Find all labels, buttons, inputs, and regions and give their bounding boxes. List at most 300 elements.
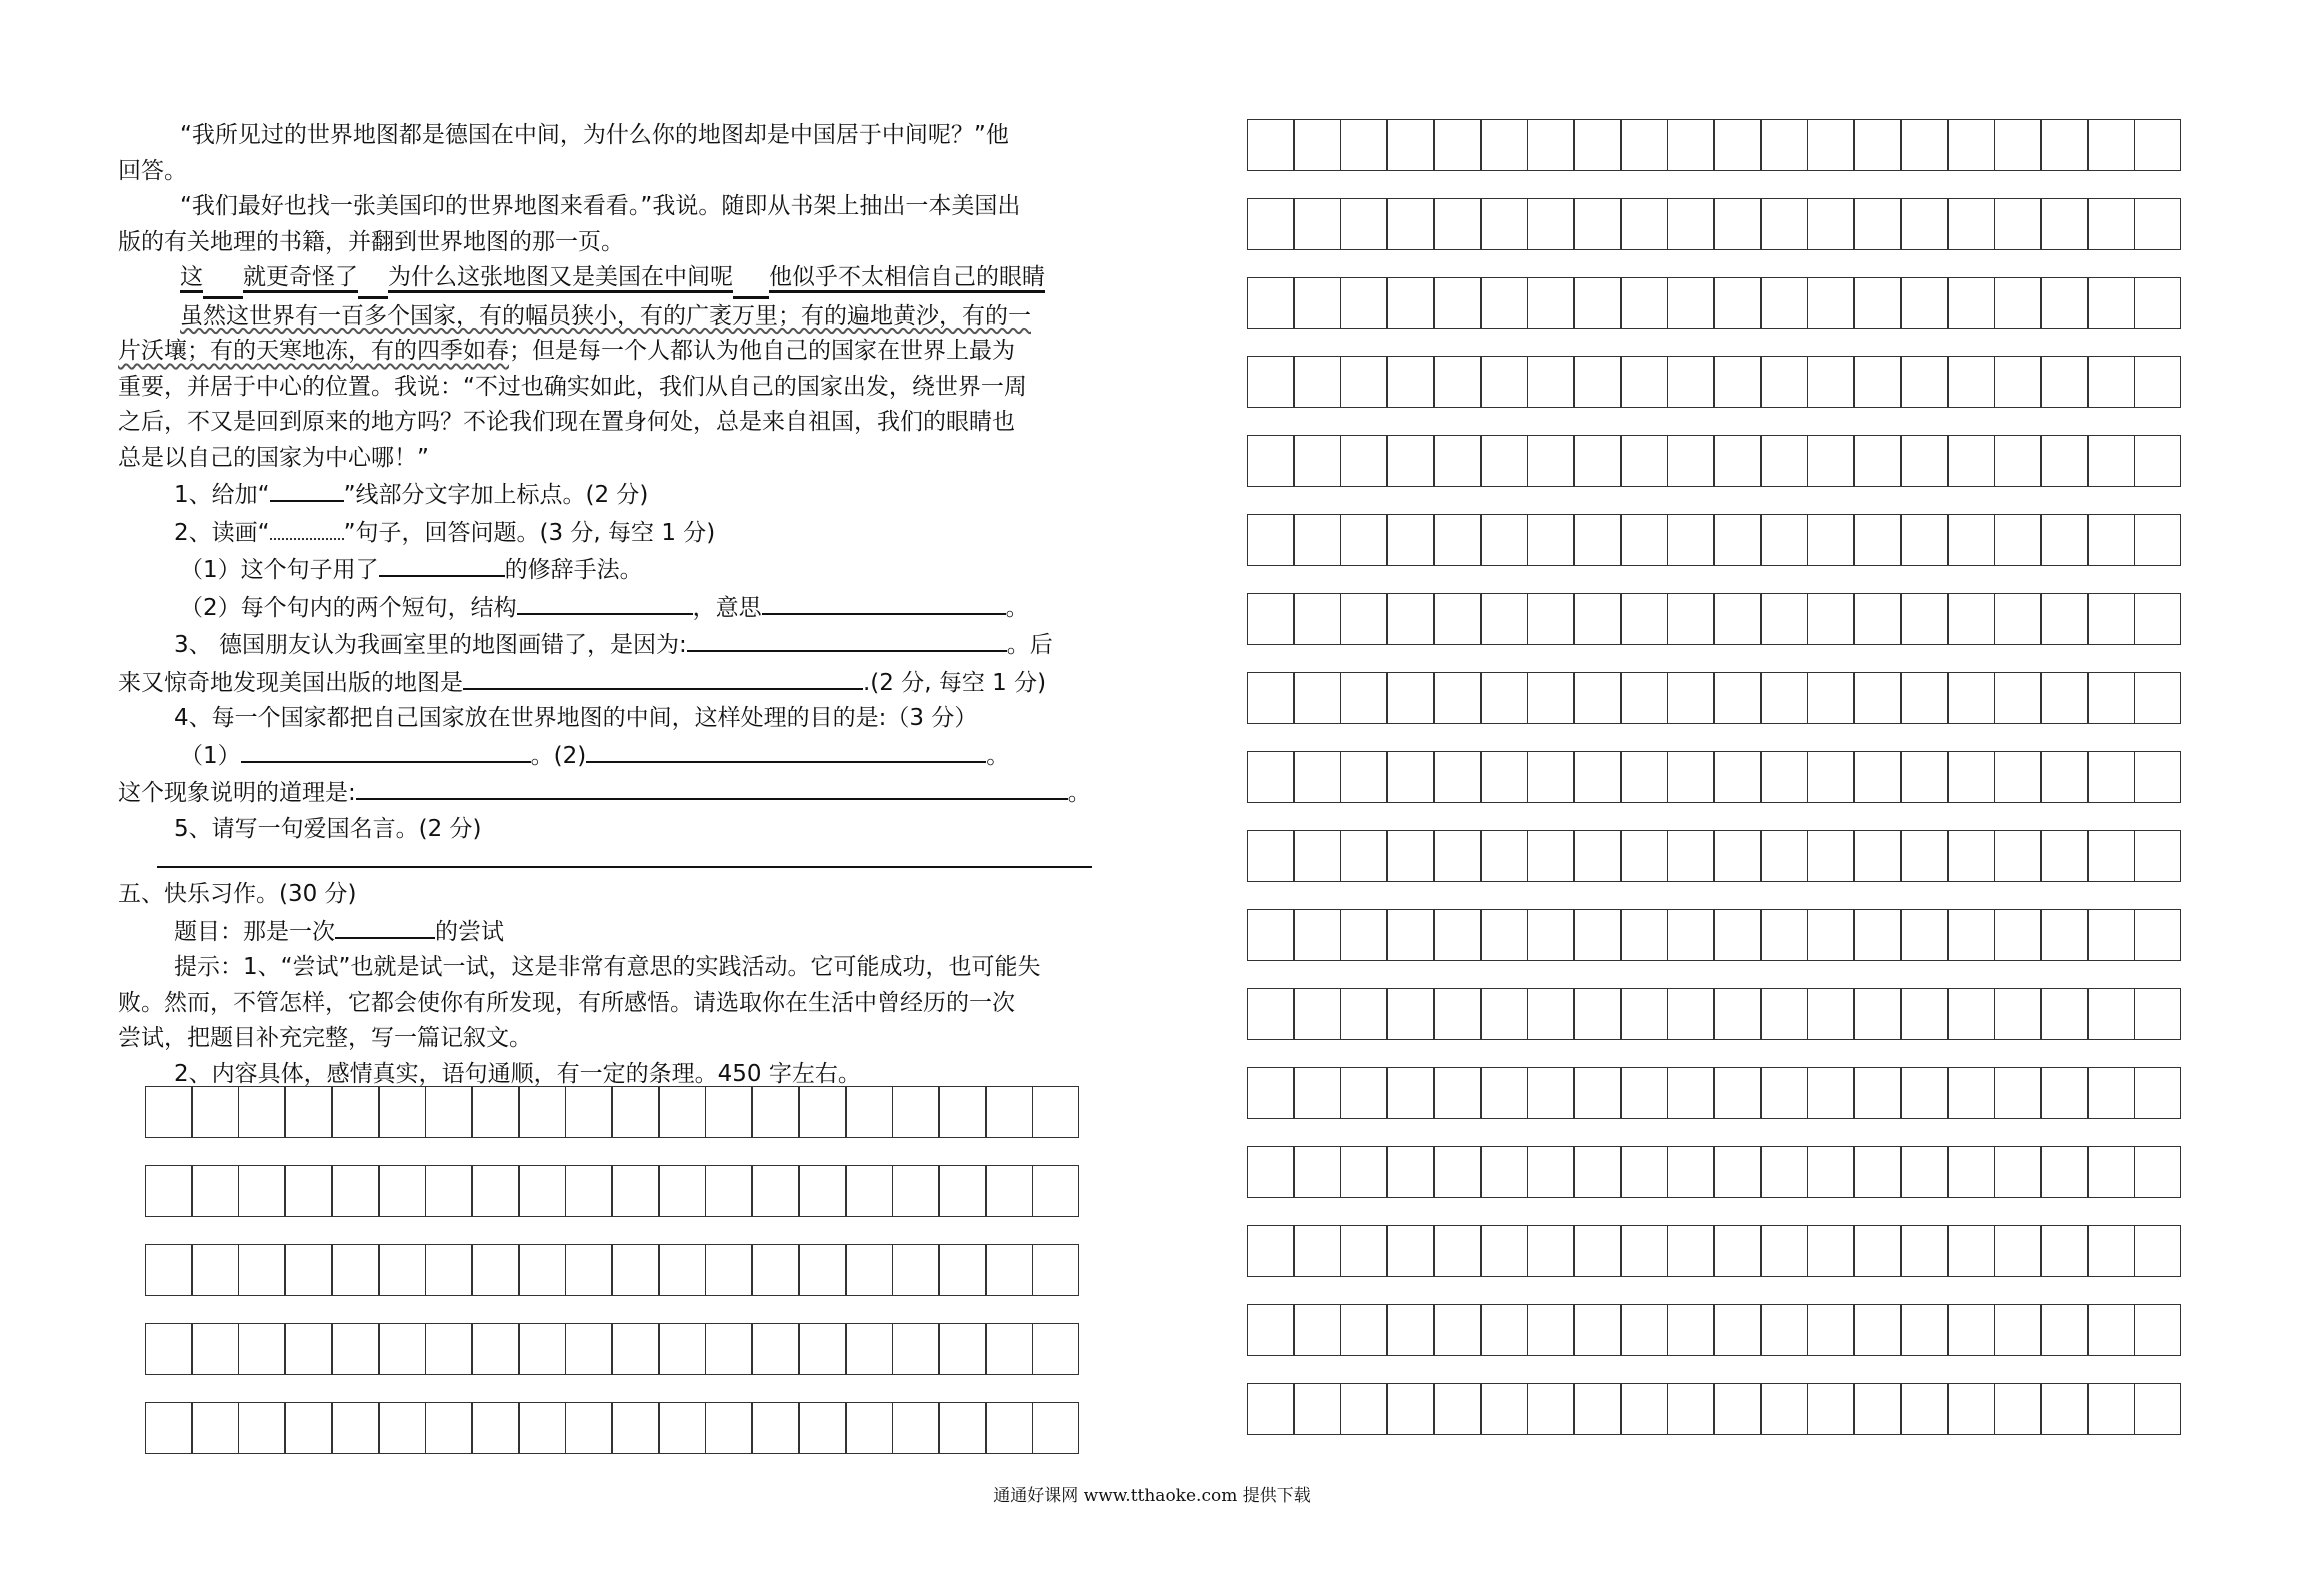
grid-cell[interactable]	[1901, 1383, 1948, 1435]
grid-cell[interactable]	[1340, 1304, 1387, 1356]
grid-cell[interactable]	[1807, 1146, 1854, 1198]
grid-cell[interactable]	[2088, 435, 2135, 487]
grid-cell[interactable]	[519, 1244, 566, 1296]
grid-cell[interactable]	[1901, 277, 1948, 329]
grid-cell[interactable]	[425, 1402, 472, 1454]
grid-cell[interactable]	[1527, 277, 1574, 329]
grid-cell[interactable]	[1340, 1383, 1387, 1435]
grid-cell[interactable]	[2041, 514, 2088, 566]
grid-cell[interactable]	[192, 1402, 239, 1454]
grid-cell[interactable]	[1387, 119, 1434, 171]
grid-cell[interactable]	[2041, 751, 2088, 803]
grid-cell[interactable]	[1714, 988, 1761, 1040]
answer-blank[interactable]	[379, 551, 505, 577]
grid-cell[interactable]	[1807, 1225, 1854, 1277]
grid-cell[interactable]	[705, 1165, 752, 1217]
grid-cell[interactable]	[1807, 514, 1854, 566]
grid-cell[interactable]	[1574, 830, 1621, 882]
grid-cell[interactable]	[1340, 1146, 1387, 1198]
grid-cell[interactable]	[1340, 277, 1387, 329]
grid-cell[interactable]	[145, 1402, 192, 1454]
grid-cell[interactable]	[1761, 1146, 1808, 1198]
grid-cell[interactable]	[1948, 1067, 1995, 1119]
grid-cell[interactable]	[1527, 119, 1574, 171]
grid-cell[interactable]	[1994, 909, 2041, 961]
grid-cell[interactable]	[1854, 198, 1901, 250]
grid-cell[interactable]	[1387, 751, 1434, 803]
grid-cell[interactable]	[1948, 356, 1995, 408]
grid-cell[interactable]	[1527, 435, 1574, 487]
grid-cell[interactable]	[1294, 751, 1341, 803]
grid-cell[interactable]	[1714, 593, 1761, 645]
grid-cell[interactable]	[659, 1165, 706, 1217]
grid-cell[interactable]	[1387, 1304, 1434, 1356]
answer-blank[interactable]	[356, 774, 1068, 800]
grid-cell[interactable]	[2041, 830, 2088, 882]
grid-cell[interactable]	[379, 1165, 426, 1217]
grid-cell[interactable]	[1247, 514, 1294, 566]
grid-cell[interactable]	[1294, 435, 1341, 487]
grid-cell[interactable]	[1294, 593, 1341, 645]
grid-cell[interactable]	[1032, 1402, 1079, 1454]
grid-cell[interactable]	[1994, 435, 2041, 487]
grid-cell[interactable]	[1340, 593, 1387, 645]
grid-cell[interactable]	[1032, 1165, 1079, 1217]
grid-cell[interactable]	[1994, 514, 2041, 566]
grid-cell[interactable]	[846, 1402, 893, 1454]
grid-cell[interactable]	[1807, 1067, 1854, 1119]
grid-cell[interactable]	[1714, 277, 1761, 329]
grid-cell[interactable]	[1621, 751, 1668, 803]
grid-cell[interactable]	[565, 1086, 612, 1138]
grid-cell[interactable]	[1340, 198, 1387, 250]
grid-cell[interactable]	[1527, 988, 1574, 1040]
grid-cell[interactable]	[1994, 1383, 2041, 1435]
grid-cell[interactable]	[2041, 672, 2088, 724]
grid-cell[interactable]	[425, 1086, 472, 1138]
grid-cell[interactable]	[659, 1402, 706, 1454]
grid-cell[interactable]	[1434, 435, 1481, 487]
grid-cell[interactable]	[1527, 751, 1574, 803]
grid-cell[interactable]	[1527, 1067, 1574, 1119]
grid-cell[interactable]	[1994, 672, 2041, 724]
grid-cell[interactable]	[565, 1323, 612, 1375]
grid-cell[interactable]	[1807, 593, 1854, 645]
grid-cell[interactable]	[2134, 356, 2181, 408]
grid-cell[interactable]	[1621, 277, 1668, 329]
grid-cell[interactable]	[1247, 1146, 1294, 1198]
grid-cell[interactable]	[1247, 356, 1294, 408]
grid-cell[interactable]	[379, 1244, 426, 1296]
grid-cell[interactable]	[1994, 119, 2041, 171]
grid-cell[interactable]	[1574, 672, 1621, 724]
grid-cell[interactable]	[1481, 1146, 1528, 1198]
grid-cell[interactable]	[1854, 277, 1901, 329]
grid-cell[interactable]	[1621, 514, 1668, 566]
grid-cell[interactable]	[1032, 1086, 1079, 1138]
grid-cell[interactable]	[1340, 672, 1387, 724]
grid-cell[interactable]	[1481, 1067, 1528, 1119]
grid-cell[interactable]	[612, 1244, 659, 1296]
grid-cell[interactable]	[2088, 909, 2135, 961]
grid-cell[interactable]	[612, 1402, 659, 1454]
grid-cell[interactable]	[1574, 1225, 1621, 1277]
grid-cell[interactable]	[1994, 1225, 2041, 1277]
grid-cell[interactable]	[1948, 909, 1995, 961]
grid-cell[interactable]	[425, 1165, 472, 1217]
grid-cell[interactable]	[1527, 514, 1574, 566]
grid-cell[interactable]	[1854, 1146, 1901, 1198]
grid-cell[interactable]	[1761, 435, 1808, 487]
grid-cell[interactable]	[1901, 514, 1948, 566]
grid-cell[interactable]	[1854, 909, 1901, 961]
grid-cell[interactable]	[1481, 1383, 1528, 1435]
grid-cell[interactable]	[1621, 1304, 1668, 1356]
grid-cell[interactable]	[285, 1086, 332, 1138]
grid-cell[interactable]	[1667, 1067, 1714, 1119]
grid-cell[interactable]	[1434, 672, 1481, 724]
grid-cell[interactable]	[1527, 1304, 1574, 1356]
grid-cell[interactable]	[565, 1244, 612, 1296]
grid-cell[interactable]	[425, 1323, 472, 1375]
grid-cell[interactable]	[752, 1086, 799, 1138]
grid-cell[interactable]	[1854, 1225, 1901, 1277]
grid-cell[interactable]	[1527, 1383, 1574, 1435]
grid-cell[interactable]	[1340, 751, 1387, 803]
grid-cell[interactable]	[1481, 1304, 1528, 1356]
grid-cell[interactable]	[1948, 1383, 1995, 1435]
grid-cell[interactable]	[1714, 751, 1761, 803]
grid-cell[interactable]	[1621, 988, 1668, 1040]
grid-cell[interactable]	[1434, 1067, 1481, 1119]
grid-cell[interactable]	[1948, 593, 1995, 645]
grid-cell[interactable]	[2041, 1146, 2088, 1198]
grid-cell[interactable]	[1340, 1225, 1387, 1277]
grid-cell[interactable]	[1854, 1383, 1901, 1435]
grid-cell[interactable]	[1387, 1225, 1434, 1277]
grid-cell[interactable]	[1434, 751, 1481, 803]
grid-cell[interactable]	[2041, 1304, 2088, 1356]
grid-cell[interactable]	[379, 1402, 426, 1454]
grid-cell[interactable]	[799, 1086, 846, 1138]
grid-cell[interactable]	[799, 1323, 846, 1375]
grid-cell[interactable]	[1340, 1067, 1387, 1119]
grid-cell[interactable]	[145, 1323, 192, 1375]
grid-cell[interactable]	[1901, 1225, 1948, 1277]
grid-cell[interactable]	[1714, 1304, 1761, 1356]
grid-cell[interactable]	[1667, 909, 1714, 961]
grid-cell[interactable]	[939, 1244, 986, 1296]
grid-cell[interactable]	[1948, 119, 1995, 171]
grid-cell[interactable]	[1527, 672, 1574, 724]
grid-cell[interactable]	[2134, 198, 2181, 250]
grid-cell[interactable]	[1621, 593, 1668, 645]
grid-cell[interactable]	[1481, 830, 1528, 882]
grid-cell[interactable]	[2088, 1383, 2135, 1435]
grid-cell[interactable]	[1667, 1383, 1714, 1435]
grid-cell[interactable]	[986, 1402, 1033, 1454]
grid-cell[interactable]	[1761, 1067, 1808, 1119]
grid-cell[interactable]	[1247, 1067, 1294, 1119]
grid-cell[interactable]	[1901, 1067, 1948, 1119]
grid-cell[interactable]	[145, 1086, 192, 1138]
grid-cell[interactable]	[846, 1086, 893, 1138]
grid-cell[interactable]	[1761, 514, 1808, 566]
grid-cell[interactable]	[1761, 593, 1808, 645]
grid-cell[interactable]	[1714, 1146, 1761, 1198]
grid-cell[interactable]	[1901, 909, 1948, 961]
grid-cell[interactable]	[238, 1165, 285, 1217]
grid-cell[interactable]	[1387, 988, 1434, 1040]
grid-cell[interactable]	[1667, 514, 1714, 566]
grid-cell[interactable]	[1434, 514, 1481, 566]
grid-cell[interactable]	[2134, 119, 2181, 171]
grid-cell[interactable]	[1714, 119, 1761, 171]
grid-cell[interactable]	[1761, 277, 1808, 329]
grid-cell[interactable]	[1994, 277, 2041, 329]
grid-cell[interactable]	[1761, 356, 1808, 408]
grid-cell[interactable]	[1948, 1304, 1995, 1356]
grid-cell[interactable]	[1761, 830, 1808, 882]
grid-cell[interactable]	[1667, 198, 1714, 250]
grid-cell[interactable]	[1294, 1225, 1341, 1277]
grid-cell[interactable]	[1294, 1304, 1341, 1356]
grid-cell[interactable]	[1807, 1304, 1854, 1356]
grid-cell[interactable]	[705, 1323, 752, 1375]
answer-blank[interactable]	[241, 737, 531, 763]
grid-cell[interactable]	[892, 1244, 939, 1296]
grid-cell[interactable]	[1481, 672, 1528, 724]
grid-cell[interactable]	[519, 1086, 566, 1138]
grid-cell[interactable]	[519, 1165, 566, 1217]
grid-cell[interactable]	[1294, 830, 1341, 882]
grid-cell[interactable]	[1527, 1146, 1574, 1198]
grid-cell[interactable]	[1527, 830, 1574, 882]
grid-cell[interactable]	[1247, 909, 1294, 961]
grid-cell[interactable]	[1340, 356, 1387, 408]
grid-cell[interactable]	[1621, 435, 1668, 487]
grid-cell[interactable]	[1901, 830, 1948, 882]
grid-cell[interactable]	[1574, 435, 1621, 487]
grid-cell[interactable]	[2134, 277, 2181, 329]
grid-cell[interactable]	[1340, 435, 1387, 487]
grid-cell[interactable]	[1667, 435, 1714, 487]
grid-cell[interactable]	[1714, 672, 1761, 724]
grid-cell[interactable]	[1387, 277, 1434, 329]
grid-cell[interactable]	[192, 1086, 239, 1138]
grid-cell[interactable]	[1574, 909, 1621, 961]
grid-cell[interactable]	[1667, 1225, 1714, 1277]
grid-cell[interactable]	[1901, 198, 1948, 250]
grid-cell[interactable]	[1621, 672, 1668, 724]
grid-cell[interactable]	[285, 1323, 332, 1375]
grid-cell[interactable]	[1387, 1146, 1434, 1198]
grid-cell[interactable]	[1714, 1067, 1761, 1119]
grid-cell[interactable]	[1434, 198, 1481, 250]
grid-cell[interactable]	[1994, 751, 2041, 803]
grid-cell[interactable]	[1948, 830, 1995, 882]
grid-cell[interactable]	[1901, 751, 1948, 803]
grid-cell[interactable]	[1340, 514, 1387, 566]
grid-cell[interactable]	[238, 1402, 285, 1454]
answer-line-q5[interactable]	[157, 866, 1092, 868]
grid-cell[interactable]	[2041, 435, 2088, 487]
grid-cell[interactable]	[332, 1323, 379, 1375]
grid-cell[interactable]	[1247, 830, 1294, 882]
grid-cell[interactable]	[1621, 356, 1668, 408]
grid-cell[interactable]	[2088, 751, 2135, 803]
grid-cell[interactable]	[1994, 593, 2041, 645]
grid-cell[interactable]	[1621, 119, 1668, 171]
grid-cell[interactable]	[612, 1165, 659, 1217]
grid-cell[interactable]	[1761, 1225, 1808, 1277]
grid-cell[interactable]	[1994, 356, 2041, 408]
grid-cell[interactable]	[472, 1165, 519, 1217]
grid-cell[interactable]	[1901, 356, 1948, 408]
grid-cell[interactable]	[2041, 198, 2088, 250]
grid-cell[interactable]	[2088, 1225, 2135, 1277]
grid-cell[interactable]	[1574, 119, 1621, 171]
grid-cell[interactable]	[1807, 435, 1854, 487]
grid-cell[interactable]	[1901, 435, 1948, 487]
grid-cell[interactable]	[2134, 514, 2181, 566]
grid-cell[interactable]	[1901, 672, 1948, 724]
grid-cell[interactable]	[425, 1244, 472, 1296]
grid-cell[interactable]	[1434, 1383, 1481, 1435]
grid-cell[interactable]	[1621, 830, 1668, 882]
grid-cell[interactable]	[659, 1244, 706, 1296]
grid-cell[interactable]	[1667, 593, 1714, 645]
grid-cell[interactable]	[2041, 356, 2088, 408]
grid-cell[interactable]	[1434, 356, 1481, 408]
grid-cell[interactable]	[2134, 1067, 2181, 1119]
grid-cell[interactable]	[332, 1165, 379, 1217]
grid-cell[interactable]	[1481, 356, 1528, 408]
grid-cell[interactable]	[1481, 593, 1528, 645]
grid-cell[interactable]	[1387, 909, 1434, 961]
grid-cell[interactable]	[2134, 988, 2181, 1040]
grid-cell[interactable]	[2134, 1304, 2181, 1356]
grid-cell[interactable]	[2088, 119, 2135, 171]
grid-cell[interactable]	[752, 1244, 799, 1296]
grid-cell[interactable]	[1481, 119, 1528, 171]
grid-cell[interactable]	[1761, 988, 1808, 1040]
grid-cell[interactable]	[1574, 1304, 1621, 1356]
grid-cell[interactable]	[1481, 435, 1528, 487]
grid-cell[interactable]	[1574, 356, 1621, 408]
grid-cell[interactable]	[1761, 909, 1808, 961]
grid-cell[interactable]	[1247, 435, 1294, 487]
grid-cell[interactable]	[1948, 277, 1995, 329]
grid-cell[interactable]	[939, 1402, 986, 1454]
grid-cell[interactable]	[1340, 119, 1387, 171]
grid-cell[interactable]	[1481, 198, 1528, 250]
grid-cell[interactable]	[1574, 988, 1621, 1040]
grid-cell[interactable]	[238, 1244, 285, 1296]
grid-cell[interactable]	[1481, 751, 1528, 803]
grid-cell[interactable]	[1434, 909, 1481, 961]
grid-cell[interactable]	[1667, 830, 1714, 882]
grid-cell[interactable]	[892, 1086, 939, 1138]
grid-cell[interactable]	[986, 1323, 1033, 1375]
grid-cell[interactable]	[612, 1086, 659, 1138]
grid-cell[interactable]	[285, 1244, 332, 1296]
grid-cell[interactable]	[1761, 1304, 1808, 1356]
grid-cell[interactable]	[1948, 672, 1995, 724]
grid-cell[interactable]	[379, 1086, 426, 1138]
grid-cell[interactable]	[192, 1323, 239, 1375]
grid-cell[interactable]	[332, 1244, 379, 1296]
grid-cell[interactable]	[1294, 119, 1341, 171]
grid-cell[interactable]	[1387, 672, 1434, 724]
grid-cell[interactable]	[1994, 1304, 2041, 1356]
grid-cell[interactable]	[1247, 119, 1294, 171]
grid-cell[interactable]	[1901, 988, 1948, 1040]
grid-cell[interactable]	[1621, 1383, 1668, 1435]
grid-cell[interactable]	[1574, 751, 1621, 803]
grid-cell[interactable]	[1247, 198, 1294, 250]
grid-cell[interactable]	[1621, 1067, 1668, 1119]
grid-cell[interactable]	[1807, 1383, 1854, 1435]
grid-cell[interactable]	[565, 1402, 612, 1454]
grid-cell[interactable]	[1340, 909, 1387, 961]
grid-cell[interactable]	[1667, 988, 1714, 1040]
grid-cell[interactable]	[1574, 1146, 1621, 1198]
grid-cell[interactable]	[1667, 1304, 1714, 1356]
grid-cell[interactable]	[1667, 277, 1714, 329]
grid-cell[interactable]	[846, 1165, 893, 1217]
grid-cell[interactable]	[612, 1323, 659, 1375]
title-blank[interactable]	[335, 913, 435, 939]
grid-cell[interactable]	[1574, 198, 1621, 250]
grid-cell[interactable]	[1340, 988, 1387, 1040]
grid-cell[interactable]	[472, 1323, 519, 1375]
grid-cell[interactable]	[892, 1402, 939, 1454]
grid-cell[interactable]	[1807, 119, 1854, 171]
grid-cell[interactable]	[2041, 119, 2088, 171]
grid-cell[interactable]	[1247, 672, 1294, 724]
grid-cell[interactable]	[1621, 909, 1668, 961]
grid-cell[interactable]	[1807, 751, 1854, 803]
grid-cell[interactable]	[1387, 1067, 1434, 1119]
grid-cell[interactable]	[799, 1244, 846, 1296]
grid-cell[interactable]	[379, 1323, 426, 1375]
grid-cell[interactable]	[1294, 514, 1341, 566]
grid-cell[interactable]	[519, 1402, 566, 1454]
grid-cell[interactable]	[1294, 988, 1341, 1040]
grid-cell[interactable]	[705, 1244, 752, 1296]
grid-cell[interactable]	[1387, 198, 1434, 250]
grid-cell[interactable]	[1294, 1146, 1341, 1198]
grid-cell[interactable]	[238, 1323, 285, 1375]
grid-cell[interactable]	[1948, 514, 1995, 566]
grid-cell[interactable]	[1807, 672, 1854, 724]
grid-cell[interactable]	[1387, 1383, 1434, 1435]
grid-cell[interactable]	[1761, 751, 1808, 803]
grid-cell[interactable]	[752, 1402, 799, 1454]
grid-cell[interactable]	[1948, 198, 1995, 250]
grid-cell[interactable]	[192, 1165, 239, 1217]
grid-cell[interactable]	[659, 1086, 706, 1138]
grid-cell[interactable]	[705, 1402, 752, 1454]
grid-cell[interactable]	[752, 1323, 799, 1375]
grid-cell[interactable]	[1854, 672, 1901, 724]
grid-cell[interactable]	[1714, 198, 1761, 250]
grid-cell[interactable]	[565, 1165, 612, 1217]
grid-cell[interactable]	[846, 1244, 893, 1296]
grid-cell[interactable]	[1294, 277, 1341, 329]
grid-cell[interactable]	[519, 1323, 566, 1375]
